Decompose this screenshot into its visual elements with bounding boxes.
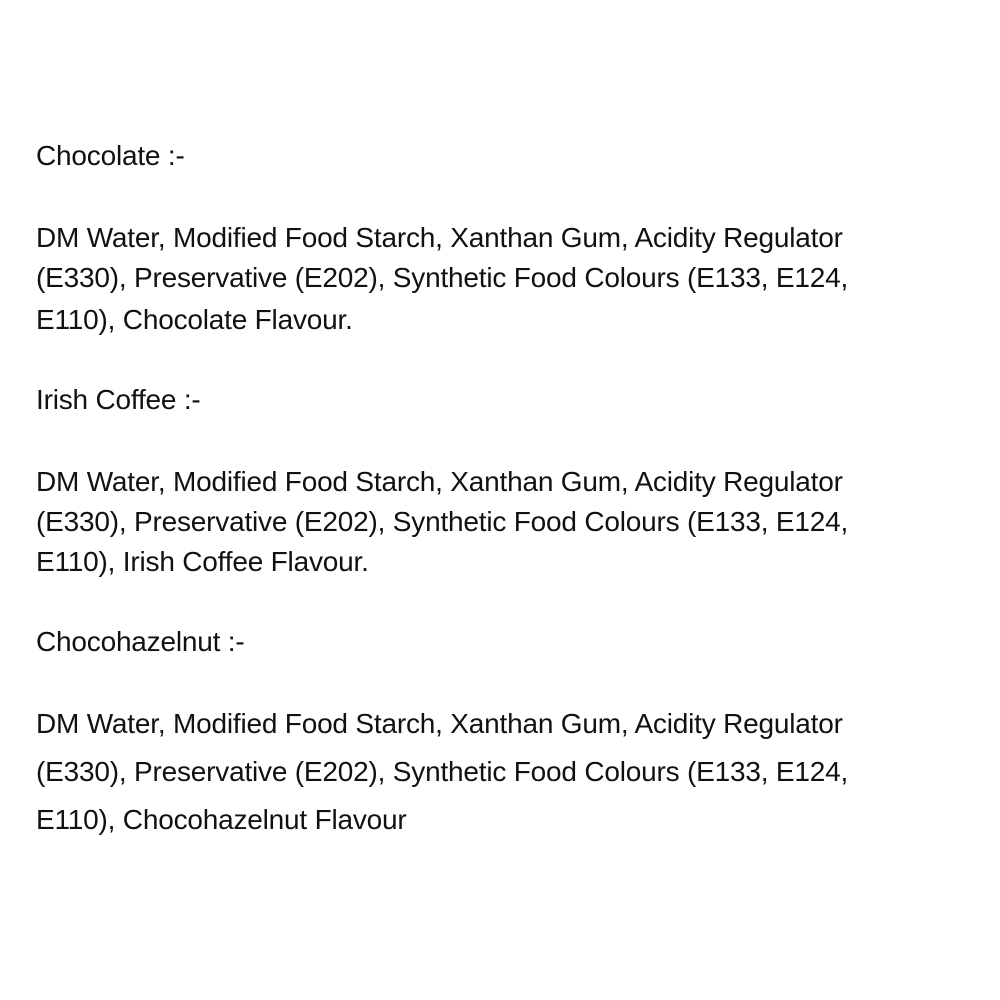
ingredients-line: DM Water, Modified Food Starch, Xanthan Gum, Acidity Regulator [36,222,843,253]
ingredients-line: E110), Chocolate Flavour. [36,304,353,335]
ingredients-line: (E330), Preservative (E202), Synthetic Food Colours (E133, E124, [36,756,849,787]
ingredients-line: (E330), Preservative (E202), Synthetic Food Colours (E133, E124, [36,262,849,293]
section-heading-chocohazelnut: Chocohazelnut :- [36,626,245,657]
ingredients-line: (E330), Preservative (E202), Synthetic Food Colours (E133, E124, [36,506,849,537]
section-heading-irish-coffee: Irish Coffee :- [36,384,201,415]
ingredients-line: DM Water, Modified Food Starch, Xanthan Gum, Acidity Regulator [36,708,843,739]
ingredients-line: DM Water, Modified Food Starch, Xanthan Gum, Acidity Regulator [36,466,843,497]
ingredients-line: E110), Chocohazelnut Flavour [36,804,407,835]
section-heading-chocolate: Chocolate :- [36,140,185,171]
ingredients-line: E110), Irish Coffee Flavour. [36,546,369,577]
